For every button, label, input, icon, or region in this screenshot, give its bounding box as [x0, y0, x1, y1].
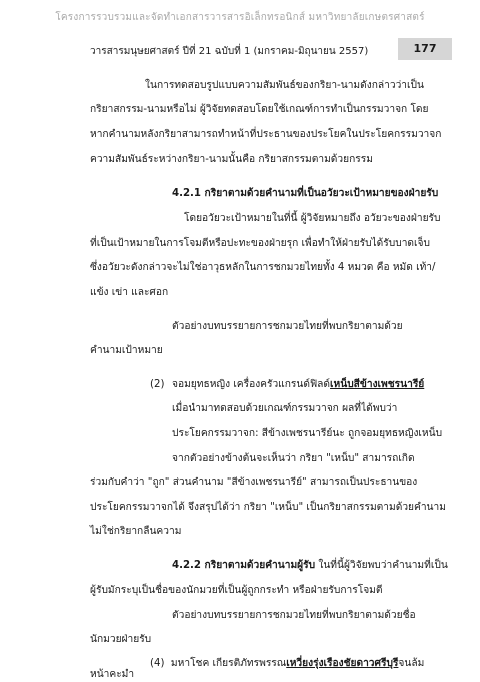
paragraph-line: ประโยคกรรมวาจกได้ จึงสรุปได้ว่า กริยา "เหน็บ" เป็นกริยาสกรรมตามด้วยคำนาม — [90, 502, 446, 513]
example-number: (4) — [150, 658, 165, 669]
paragraph-line: ในการทดสอบรูปแบบความสัมพันธ์ของกริยา-นามดังกล่าวว่าเป็น — [145, 80, 424, 91]
example-text: จอมยุทธหญิง เครื่องครัวแกรนด์ฟิลด์ — [172, 379, 331, 390]
paragraph-line: ผู้รับมักระบุเป็นชื่อของนักมวยที่เป็นผู้ถูกกระทำ หรือฝ่ายรับการโจมตี — [90, 585, 383, 596]
example-underlined-phrase: เหวี่ยงรุ่งเรืองชัยดาวศรีบุรี — [286, 658, 399, 669]
paragraph-line: แข้ง เข่า และศอก — [90, 287, 169, 298]
paragraph-line: นักมวยฝ่ายรับ — [90, 634, 152, 645]
section-heading-continuation: ในที่นี้ผู้วิจัยพบว่าคำนามที่เป็น — [318, 560, 448, 571]
page-number: 177 — [398, 38, 452, 60]
paragraph-line: หากคำนามหลังกริยาสามารถทำหน้าที่ประธานของประโยคในประโยคกรรมวาจก — [90, 129, 442, 140]
section-heading-4-2-1: 4.2.1 กริยาตามด้วยคำนามที่เป็นอวัยวะเป้าหมายของฝ่ายรับ — [172, 188, 439, 199]
example-sentence — [172, 378, 424, 392]
example-line: ประโยคกรรมวาจก: สีข้างเพชรนารีย์นะ ถูกจอมยุทธหญิงเหน็บ — [172, 428, 443, 439]
example-number: (2) — [150, 379, 165, 390]
example-text: มหาโชค เกียรติภัทรพรรณ — [170, 658, 287, 669]
section-heading-4-2-2 — [172, 559, 448, 573]
paragraph-line: ไม่ใช่กริยากลืนความ — [90, 526, 182, 537]
paragraph-line: โดยอวัยวะเป้าหมายในที่นี้ ผู้วิจัยหมายถึง อวัยวะของฝ่ายรับ — [184, 213, 441, 224]
paragraph-line: ร่วมกับคำว่า "ถูก" ส่วนคำนาม "สีข้างเพชรนารีย์" สามารถเป็นประธานของ — [90, 477, 418, 488]
section-heading-text: 4.2.2 กริยาตามด้วยคำนามผู้รับ — [172, 560, 316, 571]
paragraph-line: ที่เป็นเป้าหมายในการโจมตีหรือปะทะของฝ่ายรุก เพื่อทำให้ฝ่ายรับได้รับบาดเจ็บ — [90, 238, 430, 249]
example-line: เมื่อนำมาทดสอบด้วยเกณฑ์กรรมวาจก ผลที่ได้พบว่า — [172, 403, 398, 414]
paragraph-line: ตัวอย่างบทบรรยายการชกมวยไทยที่พบกริยาตามด้วย — [172, 321, 403, 332]
example-underlined-phrase: เหน็บสีข้างเพชรนารีย์ — [330, 379, 425, 390]
paragraph-line: ซึ่งอวัยวะดังกล่าวจะไม่ใช่อาวุธหลักในการชกมวยไทยทั้ง 4 หมวด คือ หมัด เท้า/ — [90, 262, 436, 273]
running-header: วารสารมนุษยศาสตร์ ปีที่ 21 ฉบับที่ 1 (มกราคม-มิถุนายน 2557) — [90, 46, 369, 57]
example-line: จากตัวอย่างข้างต้นจะเห็นว่า กริยา "เหน็บ" สามารถเกิด — [172, 453, 415, 464]
watermark: โครงการรวบรวมและจัดทำเอกสารวารสารอิเล็กทรอนิกส์ มหาวิทยาลัยเกษตรศาสตร์ — [55, 12, 425, 23]
paragraph-line: คำนามเป้าหมาย — [90, 345, 163, 356]
example-sentence — [150, 657, 424, 671]
paragraph-line: ตัวอย่างบทบรรยายการชกมวยไทยที่พบกริยาตามด้วยชื่อ — [172, 610, 416, 621]
example-text-end: จนล้ม — [398, 658, 425, 669]
paragraph-line: ความสัมพันธ์ระหว่างกริยา-นามนั้นคือ กริยาสกรรมตามด้วยกรรม — [90, 154, 373, 165]
example-line: หน้าคะมำ — [90, 669, 135, 680]
paragraph-line: กริยาสกรรม-นามหรือไม่ ผู้วิจัยทดสอบโดยใช้เกณฑ์การทำเป็นกรรมวาจก โดย — [90, 104, 429, 115]
